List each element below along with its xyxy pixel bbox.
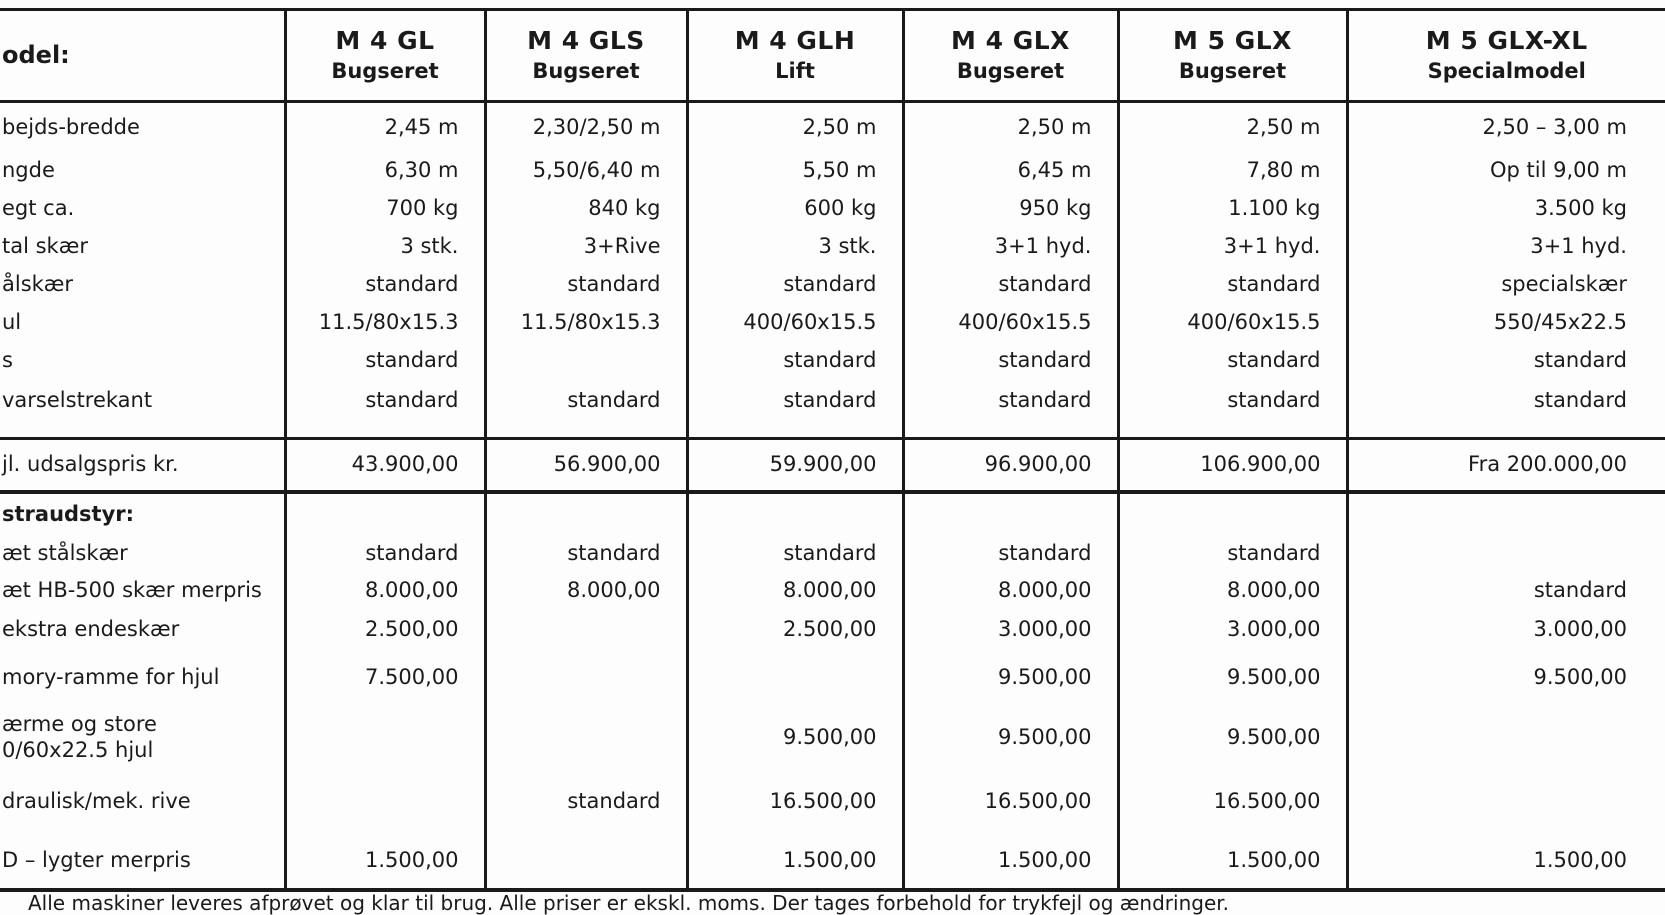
column-header-m4gls <box>485 10 687 102</box>
value-cell: 3.000,00 <box>1118 611 1347 649</box>
value-cell: 400/60x15.5 <box>903 304 1118 342</box>
value-cell: 11.5/80x15.3 <box>285 304 485 342</box>
table-row <box>0 304 1665 342</box>
value-cell: standard <box>903 536 1118 572</box>
price-cell: 56.900,00 <box>485 439 687 492</box>
value-cell: standard <box>1118 380 1347 439</box>
table-row <box>0 835 1665 890</box>
value-cell <box>485 649 687 707</box>
row-label: mory-ramme for hjul <box>0 649 285 707</box>
value-cell: 9.500,00 <box>687 707 903 769</box>
model-name: M 4 GL <box>287 26 484 56</box>
value-cell: 400/60x15.5 <box>687 304 903 342</box>
value-cell: standard <box>687 380 903 439</box>
row-label: s <box>0 342 285 380</box>
price-cell: 106.900,00 <box>1118 439 1347 492</box>
model-name: M 5 GLX-XL <box>1349 26 1665 56</box>
value-cell: 16.500,00 <box>903 769 1118 835</box>
value-cell <box>485 342 687 380</box>
value-cell: 2,50 m <box>1118 102 1347 152</box>
value-cell: standard <box>485 266 687 304</box>
value-cell: standard <box>1118 536 1347 572</box>
value-cell: standard <box>903 266 1118 304</box>
row-label: ul <box>0 304 285 342</box>
value-cell: 2,50 m <box>903 102 1118 152</box>
value-cell: 9.500,00 <box>1118 649 1347 707</box>
table-header-row <box>0 10 1665 102</box>
model-subtitle: Bugseret <box>1120 59 1346 84</box>
model-subtitle: Bugseret <box>905 59 1117 84</box>
value-cell: 840 kg <box>485 190 687 228</box>
model-name: M 4 GLH <box>689 26 902 56</box>
value-cell: standard <box>1347 572 1665 611</box>
value-cell: 6,45 m <box>903 152 1118 190</box>
value-cell <box>1347 707 1665 769</box>
row-label: ekstra endeskær <box>0 611 285 649</box>
value-cell: 9.500,00 <box>903 707 1118 769</box>
value-cell: standard <box>687 342 903 380</box>
value-cell: 1.100 kg <box>1118 190 1347 228</box>
value-cell: 3.000,00 <box>1347 611 1665 649</box>
value-cell: 6,30 m <box>285 152 485 190</box>
row-label: varselstrekant <box>0 380 285 439</box>
value-cell: 8.000,00 <box>1118 572 1347 611</box>
row-label: ålskær <box>0 266 285 304</box>
value-cell <box>485 492 687 536</box>
column-header-m4glh <box>687 10 903 102</box>
value-cell <box>903 492 1118 536</box>
value-cell: 5,50 m <box>687 152 903 190</box>
value-cell: standard <box>485 769 687 835</box>
value-cell: 2,45 m <box>285 102 485 152</box>
value-cell: 3+1 hyd. <box>1118 228 1347 266</box>
column-header-m4gl <box>285 10 485 102</box>
value-cell <box>1347 536 1665 572</box>
value-cell <box>485 835 687 890</box>
value-cell: 2,50 m <box>687 102 903 152</box>
table-row <box>0 190 1665 228</box>
value-cell: specialskær <box>1347 266 1665 304</box>
value-cell: 16.500,00 <box>1118 769 1347 835</box>
column-header-m5glx <box>1118 10 1347 102</box>
row-label: D – lygter merpris <box>0 835 285 890</box>
value-cell: 1.500,00 <box>903 835 1118 890</box>
row-label: æt stålskær <box>0 536 285 572</box>
model-header-label: odel: <box>0 10 285 102</box>
model-name: M 4 GLS <box>487 26 686 56</box>
value-cell: standard <box>285 380 485 439</box>
value-cell <box>1347 769 1665 835</box>
value-cell: 16.500,00 <box>687 769 903 835</box>
table-row <box>0 769 1665 835</box>
price-row <box>0 439 1665 492</box>
value-cell: 550/45x22.5 <box>1347 304 1665 342</box>
value-cell: 3+Rive <box>485 228 687 266</box>
value-cell: 600 kg <box>687 190 903 228</box>
value-cell <box>285 492 485 536</box>
model-subtitle: Lift <box>689 59 902 84</box>
model-subtitle: Bugseret <box>287 59 484 84</box>
row-label: æt HB-500 skær merpris <box>0 572 285 611</box>
value-cell <box>687 492 903 536</box>
value-cell: 3 stk. <box>285 228 485 266</box>
value-cell: standard <box>285 266 485 304</box>
price-cell: 43.900,00 <box>285 439 485 492</box>
model-name: M 5 GLX <box>1120 26 1346 56</box>
value-cell: standard <box>687 266 903 304</box>
price-cell: Fra 200.000,00 <box>1347 439 1665 492</box>
value-cell <box>285 769 485 835</box>
value-cell <box>1347 492 1665 536</box>
value-cell: 9.500,00 <box>903 649 1118 707</box>
row-label: egt ca. <box>0 190 285 228</box>
column-header-m5glxxl <box>1347 10 1665 102</box>
value-cell: 8.000,00 <box>687 572 903 611</box>
table-row <box>0 572 1665 611</box>
value-cell: 5,50/6,40 m <box>485 152 687 190</box>
row-label: tal skær <box>0 228 285 266</box>
value-cell: standard <box>285 342 485 380</box>
value-cell: 8.000,00 <box>285 572 485 611</box>
value-cell: 3+1 hyd. <box>903 228 1118 266</box>
value-cell <box>485 611 687 649</box>
value-cell: 1.500,00 <box>285 835 485 890</box>
price-cell: 59.900,00 <box>687 439 903 492</box>
table-row <box>0 102 1665 152</box>
value-cell: 1.500,00 <box>1347 835 1665 890</box>
table-row <box>0 707 1665 769</box>
footnote-clipped-text: Alle maskiner leveres afprøvet og klar til brug. Alle priser er ekskl. moms. Der tages forbehold for trykfejl og ændringer. <box>28 891 1229 915</box>
row-label: jl. udsalgspris kr. <box>0 439 285 492</box>
value-cell: 7.500,00 <box>285 649 485 707</box>
value-cell: 2,50 – 3,00 m <box>1347 102 1665 152</box>
value-cell: 9.500,00 <box>1118 707 1347 769</box>
column-header-m4glx <box>903 10 1118 102</box>
model-name: M 4 GLX <box>905 26 1117 56</box>
value-cell: standard <box>285 536 485 572</box>
row-label-line1: ærme og store <box>2 712 284 737</box>
value-cell: 1.500,00 <box>1118 835 1347 890</box>
value-cell: standard <box>485 380 687 439</box>
value-cell: 2.500,00 <box>285 611 485 649</box>
table-row <box>0 228 1665 266</box>
value-cell: standard <box>903 342 1118 380</box>
table-row <box>0 152 1665 190</box>
extras-section-header-row <box>0 492 1665 536</box>
row-label: draulisk/mek. rive <box>0 769 285 835</box>
value-cell: 1.500,00 <box>687 835 903 890</box>
value-cell: 400/60x15.5 <box>1118 304 1347 342</box>
value-cell: 3 stk. <box>687 228 903 266</box>
row-label: bejds-bredde <box>0 102 285 152</box>
table-row <box>0 611 1665 649</box>
value-cell: 7,80 m <box>1118 152 1347 190</box>
value-cell <box>1118 492 1347 536</box>
value-cell: 8.000,00 <box>903 572 1118 611</box>
section-title: straudstyr: <box>0 492 285 536</box>
row-label: ngde <box>0 152 285 190</box>
value-cell: 3+1 hyd. <box>1347 228 1665 266</box>
value-cell: 2.500,00 <box>687 611 903 649</box>
price-cell: 96.900,00 <box>903 439 1118 492</box>
value-cell: standard <box>1347 342 1665 380</box>
value-cell: standard <box>1118 342 1347 380</box>
table-row <box>0 649 1665 707</box>
value-cell: 8.000,00 <box>485 572 687 611</box>
price-spec-table <box>0 8 1665 892</box>
table-row <box>0 266 1665 304</box>
value-cell: 950 kg <box>903 190 1118 228</box>
value-cell: 11.5/80x15.3 <box>485 304 687 342</box>
value-cell: 9.500,00 <box>1347 649 1665 707</box>
value-cell: 3.500 kg <box>1347 190 1665 228</box>
value-cell: standard <box>687 536 903 572</box>
value-cell: 700 kg <box>285 190 485 228</box>
value-cell: 3.000,00 <box>903 611 1118 649</box>
row-label <box>0 707 285 769</box>
value-cell <box>285 707 485 769</box>
value-cell: 2,30/2,50 m <box>485 102 687 152</box>
value-cell <box>687 649 903 707</box>
model-subtitle: Specialmodel <box>1349 59 1665 84</box>
table-row <box>0 380 1665 439</box>
row-label-line2: 0/60x22.5 hjul <box>2 738 284 763</box>
value-cell: standard <box>903 380 1118 439</box>
value-cell: standard <box>1118 266 1347 304</box>
model-subtitle: Bugseret <box>487 59 686 84</box>
table-row <box>0 342 1665 380</box>
value-cell: standard <box>485 536 687 572</box>
value-cell: standard <box>1347 380 1665 439</box>
value-cell: Op til 9,00 m <box>1347 152 1665 190</box>
value-cell <box>485 707 687 769</box>
table-row <box>0 536 1665 572</box>
